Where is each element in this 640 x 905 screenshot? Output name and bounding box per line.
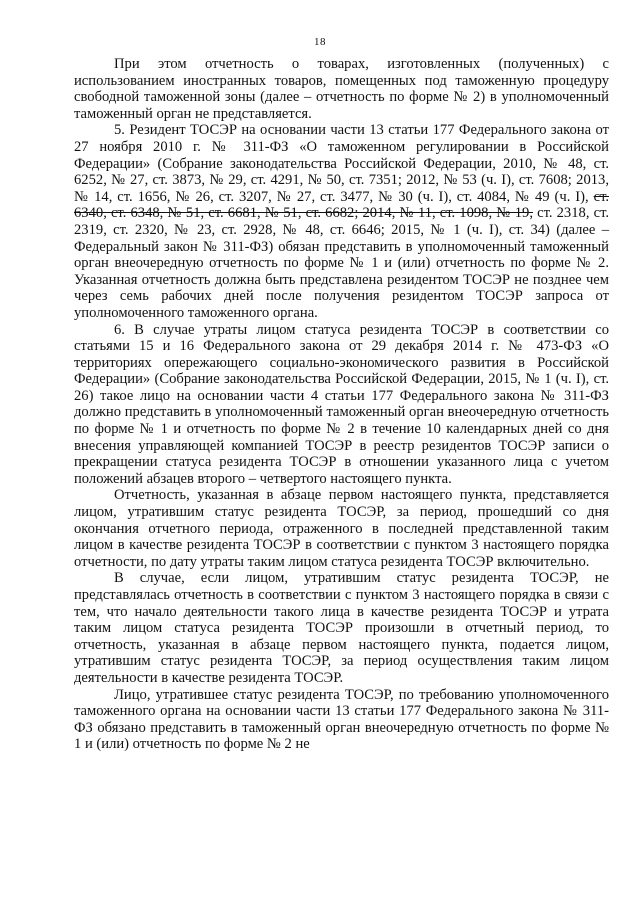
struck-through-text: ст. 6340, ст. 6348, № 51, ст. 6681, № 51, ст. 6682; 2014, № 11, ст. 1098, № 19, (74, 188, 609, 222)
paragraph-item-6 (74, 322, 609, 488)
page-number: 18 (314, 36, 326, 48)
paragraph-reporting-period (74, 487, 609, 570)
paragraph-item-5 (74, 122, 609, 321)
paragraph-text: ст. 2318, ст. 2319, ст. 2320, № 23, ст. 2928, № 48, ст. 6646; 2015, № 1 (ч. I), ст. 34) (далее – Федеральный закон № 311-ФЗ) обязан представить в уполномоченный таможенный орган внеочередную отчетность по форме № 1 и (или) отчетность по форме № 2. Указанная отчетность должна быть представлена резидентом ТОСЭР не позднее чем через семь рабочих дней после получения резидентом ТОСЭР запроса от уполномоченного таможенного органа. (74, 205, 609, 321)
paragraph-free-zone-reporting (74, 56, 609, 122)
paragraph-customs-request (74, 687, 609, 753)
paragraph-text: 5. Резидент ТОСЭР на основании части 13 статьи 177 Федерального закона от 27 ноября 2010 г. № 311-ФЗ «О таможенном регулировании в Российской Федерации» (Собрание законодательства Российской Федерации, 2010, № 48, ст. 6252, № 27, ст. 3873, № 29, ст. 4291, № 50, ст. 7351; 2012, № 53 (ч. I), ст. 7608; 2013, № 14, ст. 1656, № 26, ст. 3207, № 27, ст. 3477, № 30 (ч. I), ст. 4084, № 49 (ч. I), (74, 122, 609, 205)
paragraph-no-reporting-case (74, 570, 609, 686)
document-body (74, 56, 609, 753)
paragraph-text: Лицо, утратившее статус резидента ТОСЭР, по требованию уполномоченного таможенного органа на основании части 13 статьи 177 Федерального закона № 311-ФЗ обязано представить в таможенный орган внеочередную отчетность по форме № 1 и (или) отчетность по форме № 2 не (74, 686, 609, 753)
paragraph-text: При этом отчетность о товарах, изготовленных (полученных) с использованием иностранных товаров, помещенных под таможенную процедуру свободной таможенной зоны (далее – отчетность по форме № 2) в уполномоченный таможенный орган не представляется. (74, 56, 609, 122)
paragraph-text: 6. В случае утраты лицом статуса резидента ТОСЭР в соответствии со статьями 15 и 16 Федерального закона от 29 декабря 2014 г. № 473-ФЗ «О территориях опережающего социально-экономического развития в Российской Федерации» (Собрание законодательства Российской Федерации, 2015, № 1 (ч. I), ст. 26) такое лицо на основании части 4 статьи 177 Федерального закона № 311-ФЗ должно представить в уполномоченный таможенный орган внеочередную отчетность по форме № 1 и отчетность по форме № 2 в течение 10 календарных дней со дня внесения управляющей компанией ТОСЭР в реестр резидентов ТОСЭР записи о прекращении статуса резидента ТОСЭР в отношении указанного лица с учетом положений абзацев второго – четвертого настоящего пункта. (74, 321, 609, 487)
paragraph-text: В случае, если лицом, утратившим статус резидента ТОСЭР, не представлялась отчетность в соответствии с пунктом 3 настоящего порядка в связи с тем, что начало деятельности такого лица в качестве резидента ТОСЭР и утрата таким лицом статуса резидента ТОСЭР произошли в отчетный период, то отчетность, указанная в абзаце первом настоящего пункта, подается лицом, утратившим статус резидента ТОСЭР, за период осуществления таким лицом деятельности в качестве резидента ТОСЭР. (74, 570, 609, 686)
paragraph-text: Отчетность, указанная в абзаце первом настоящего пункта, представляется лицом, утратившим статус резидента ТОСЭР, за период, прошедший со дня окончания отчетного периода, отраженного в последней представленной таким лицом в качестве резидента ТОСЭР в соответствии с пунктом 3 настоящего порядка отчетности, по дату утраты таким лицом статуса резидента ТОСЭР включительно. (74, 487, 609, 570)
